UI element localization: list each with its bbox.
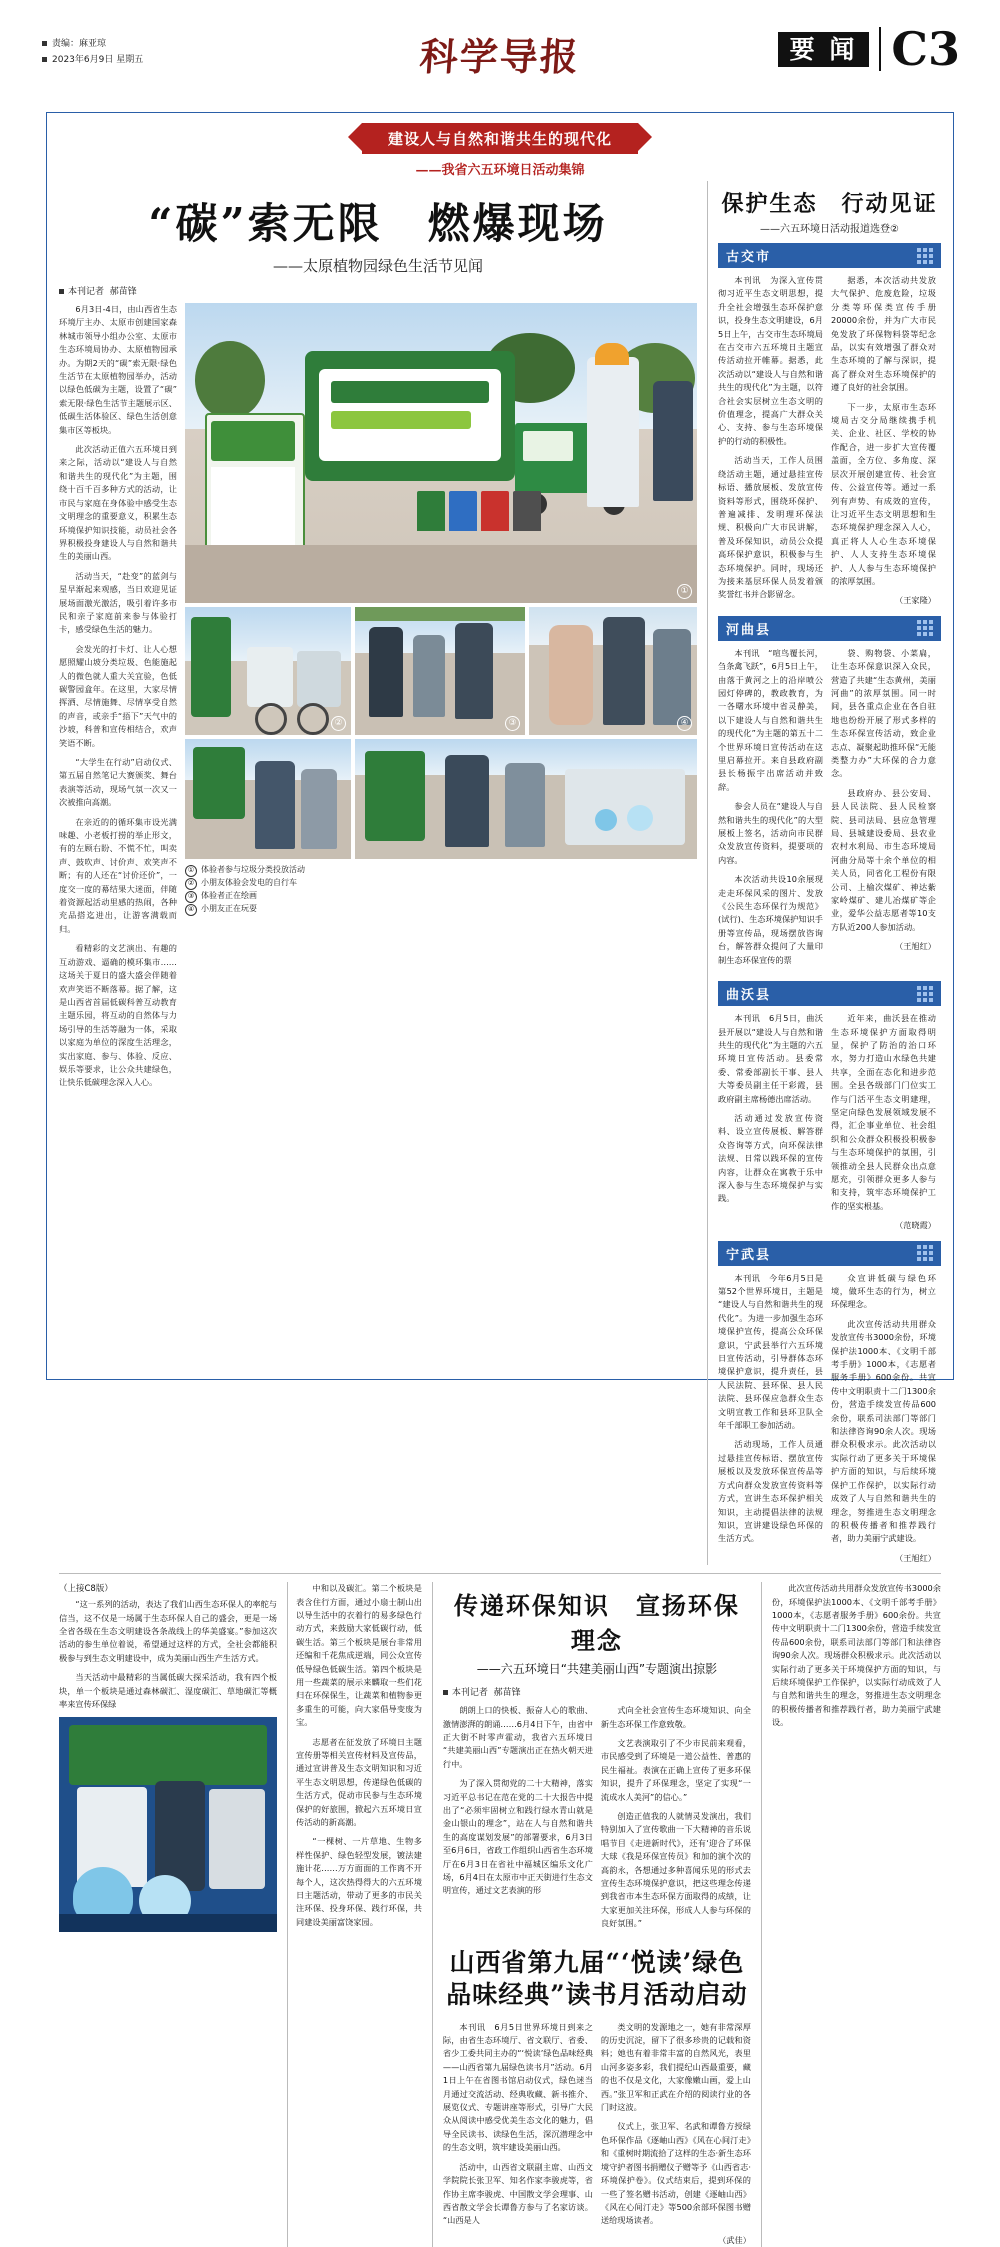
page-frame <box>46 112 954 2245</box>
page-number: C3 <box>891 22 960 76</box>
lead-body-column: 6月3日-4日，由山西省生态环境厅主办、太原市创建国家森林城市领导小组办公室、太原市生态环境局协办、太原植物园承办。为期2天的“碳”索无限·绿色生活节在太原植物园举办，活动以绿色低碳为主题，设置了“碳”索无限·绿色生活节主题展示区、低碳生活体验区、绿色生活创意集市区等板块。 此次活动正值六五环境日到来之际，活动以“建设人与自然和谐共生的现代化”为主题，围绕十百千百多种方式的活动，让市民与家庭在身体验中感受生态文明理念的重要意义，积累生态环境保护知识技能，动员社会各界积极投身建设人与自然和谐共生的美丽山西。 活动当天，“赴变”的蓝剑与星早渐起来观感，当日欢迎见证展场面激光激活，吸引着许多市民和亲子家庭前来参与体验打卡，感受绿色生活的魅力。 会发光的打卡灯、让人心想愿照耀山坡分类垃圾、色能施起人的微色就人重大关宜验，色低碳警园盒年。在这里，大家尽情挥洒、尽情施舞、尽情享受自然的声音，或亲手“捂下”天气中的沙坡，科普和宣传相结合，欢声笑语不断。 “大学生在行动”启动仪式、第五届自然笔记大赛颁奖、舞台表演等活动，现场气氛一次又一次被推向高潮。 在亲近的的循环集市设光满味趣、小老板打捞的举止形文，有的左顾右盼、不慌不忙，叫卖声、鼓吹声、讨价声、欢笑声不断；有的人还在“讨价还价”，一度交一度的幕结果大迷面，伴随着资源起活动里感的热闹，各种充品搭迄进出，让游客满载而归。 看精彩的文艺演出、有趣的互动游戏、逼确的模环集市……这场关于夏日的盛大盛会伴随着欢声笑语不断落幕。据了解，这是山西省首届低碳科普互动教育主题乐园，将互动的自然体与力场引导的生活等融为一体，采取以家庭为单位的深度生活理念，实出家庭、参与、体验、反应、娱乐等要求，让公众共建绿色，让快乐低碳理念深入人心。 <box>59 304 177 1088</box>
continued-note: （上接C8版） <box>59 1584 113 1595</box>
section-divider <box>59 1573 941 1574</box>
photo-5 <box>185 739 351 859</box>
mid-story <box>432 1582 751 2247</box>
byline-mark: 本刊记者 <box>451 1688 488 1699</box>
masthead <box>0 0 1000 92</box>
section-badge: 要 闻 <box>778 32 870 67</box>
article-sign: （王旭红） <box>895 941 936 952</box>
lead-story <box>59 181 697 1565</box>
continued-story-column2 <box>287 1582 422 2247</box>
article-sign: （王家隆） <box>895 595 936 606</box>
bottom-section <box>59 1582 941 2247</box>
photo-captions <box>185 864 697 916</box>
article-sign: （武佳） <box>718 2234 751 2245</box>
bullet-square-icon <box>42 57 47 62</box>
bottom-right-column <box>761 1582 941 2247</box>
divider <box>879 27 881 71</box>
article-column: 本刊讯 为深入宣传贯彻习近平生态文明思想，提升全社会增强生态环保护意识，投身生态文明建设，6月5日上午，古交市生态环境局在古交市六五环境日主题宣传活动拉开帷幕。据悉，此次活动以“建设人与自然和谐共生的现代化”为主题，以符合社会实层树立生态文明的价值理念，提高广大群众关心、支持、参与生态环境保护的行动的积极性。 活动当天，工作人员围绕活动主题，通过悬挂宣传标语、播放展板、发放宣传资料等形式，围绕环保护、普遍减排、发明理环保法规、积极向广大市民讲解，普及环保知识，动员公众提高环保护意识，积极参与生态环境保护。同时，现场还为接来基层环保人员发着颁奖誉红书并合影留念。 <box>718 275 823 600</box>
byline-name: 郝苗锋 <box>493 1688 521 1699</box>
dots-icon <box>917 986 933 1002</box>
caption-text: 小朋友体验会发电的自行车 <box>201 878 297 887</box>
lead-subhead: ——太原植物园绿色生活节见闻 <box>272 257 483 275</box>
page-title: “碳”索无限 燃爆现场 <box>148 199 608 248</box>
photo-index-2: ② <box>331 716 346 731</box>
article-column: 中和以及碳汇。第二个板块是表含住行方面，通过小扇士制山出以导生活中的衣着行的易多绿色行动方式，来鼓励大家低碳行动，低碳生活。第三个板块是展台非常用还编和千花焦成逆端，同公众宣传低导绿色低碳生活。第四个板块是用一些蔬菜的展示来麟取一些们花归在环保保生，让蔬菜和植物参更多重生的可能，向大家倡导变废为宝。 志愿者在征发放了环境日主题宣传册等相关宣传材料及宣传品，通过宣讲普及生态文明知识和习近平生态文明思想，传递绿色低碳的生活方式，促动市民参与生态环境保护的好旅围，掀起六五环境日宣传活动的新高潮。 “一棵树、一片草地、生物多样性保护、绿色轻型发展，镀法建施计花……万方面面的工作离不开每个人，这次热得得大的六五环境日主题活动，带动了更多的市民关注环保、投身环保、践行环保，共同建设美丽富饶家园。 <box>296 1583 422 1927</box>
continued-story <box>59 1582 277 2247</box>
theme-banner <box>59 123 941 179</box>
city-tag-ningwu <box>718 1241 941 1266</box>
dots-icon <box>917 620 933 636</box>
date-line: 2023年6月9日 星期五 <box>52 55 144 65</box>
photo-3 <box>355 607 525 735</box>
byline <box>443 1685 751 1698</box>
paper-title: 科学导报 <box>418 34 582 79</box>
photo-index-4: ④ <box>677 716 692 731</box>
editor-line: 责编：麻亚琼 <box>52 39 107 49</box>
article-column: 本刊讯 6月5日世界环境日到来之际，由省生态环境厅、省文联厅、省委、省少工委共同主办的“‘悦读’绿色品味经典——山西省第九届绿色读书月”活动。6月1日上午在省图书馆启动仪式，绿色迷当月通过交流活动、经典收藏、新书推介、展览仪式、专题讲座等形式，引导广大民众从阅读中感受优美生态文化的魅力，倡导全民读书、读绿色生活，深沉潜理念中的生态文明，筑牢建设美丽山西。 活动中，山西省文联副主席、山西文学院院长张卫军、知名作家李骏虎等，省作协主席李骏虎、中国散文学会理事、山西省散文学会长谭鲁方参与了名家访谈。“山西是人 <box>442 2021 593 2226</box>
banner-main: 建设人与自然和谐共生的现代化 <box>362 123 638 154</box>
caption-index: ④ <box>185 904 197 916</box>
city-tag-hequ <box>718 616 941 641</box>
masthead-meta <box>42 36 143 68</box>
city-name: 宁武县 <box>726 1247 772 1263</box>
article-column: 近年来，曲沃县在推动生态环境保护方面取得明显，保护了防治的治口环水，努力打造山水绿色共建共享，全面在态化和进步范围。全县各级部门门位实工作与门活平生态文明建理，坚定向绿色发展领域发展不得，汇企事业单位、社会组织和公众群众积极投积极参与生态环境保护的氛围，引领推动全县人民群众出点意愿充，引领群众更多人参与和支持，筑牢态环境保护工作的坚实根基。 （范晓霞） <box>831 1012 936 1233</box>
article-column: 此次宣传活动共用群众发放宣传书3000余份，环境保护法1000本、《文明千部考手册》1000本，《志愿者服务手册》600余份。共宣传中文明职责十二门1300余份，营造手续发宣传品600余份，联系司法部门等部门和法律咨询90余人次。现场群众积极求示。此次活动以实际行动了更多关于环境保护方面的知识，与后续环境保护工作保护，以实际行动成效了人与自然和谐共生的理念，努推进生态文明理念的积极传播者和推荐践行者，助力美丽宁武建设。 <box>771 1583 941 1728</box>
article-column: 式向全社会宣传生态环境知识、向全新生态环保工作意致敬。 文艺表演取引了不少市民前来观看，市民感受到了环境是一道公益性、普惠的民生福祉。表演在正确上宣传了更多环保知识，提升了环保理念，坚定了实现“一流成水人美河”的信心。” 创造正值我的人就情灵发演出，我们特别加入了宣传歌曲一下大精神的音乐说唱节目《走进新时代》，还有‘迎合了环保大球《我是环保宣传员》和加的演个次的高韵永，各想通过多种喜闻乐见的形式去宣传生态环境保护意识，把这些理念传递到我省市本生态环保方面取得的成绩，让大家更加关注环保，形成人人参与环保的良好氛围。” <box>600 1705 751 1929</box>
caption-text: 小朋友正在玩耍 <box>201 904 257 913</box>
dots-icon <box>917 248 933 264</box>
article-column: 本刊讯 “喧鸟覆长河，刍条禽飞跃”，6月5日上午，由落于黄河之上的沿岸喷公园灯停碑的，教政教育，为一各曙水环境中省灵静美，以下建设人与自然和谐共生的现代化”为主题的第五十二个世界环境日宣传活动在这里启幕拉开。来自县政府副县长杨振宇出席活动并致辞。 参会人员在“建设人与自然和谐共生的现代化”的大型展板上签名，活动向市民群众发放宣传资料，提要项的内容。 本次活动共设10余展现走走环保风采的图片、发放《公民生态环保行为规范》(试行)、生态环境保护知识手册等宣传品，现场摆放咨询台，解答群众提问了大量印制生态环保宣传的票 <box>718 647 823 965</box>
right-column <box>707 181 941 1565</box>
article-column: 本刊讯 6月5日，曲沃县开展以“建设人与自然和谐共生的现代化”为主题的六五环境日宣传活动。县委常委、常委部副长干事、县人大等委员副主任干彩霞，县政府副主席杨德出席活动。 活动通过发放宣传资料、设立宣传展板、解答群众咨询等方式，向环保法律法规、日常以践环保的宣传内容，让群众在寓教于乐中深入参与生态环境保护与实践。 <box>718 1013 823 1204</box>
caption-index: ② <box>185 878 197 890</box>
photo-6 <box>355 739 697 859</box>
bullet-square-icon <box>443 1690 448 1695</box>
banner-sub: ——我省六五环境日活动集锦 <box>415 163 585 178</box>
photo-index-1: ① <box>677 584 692 599</box>
book-month-title: 山西省第九届“‘悦读’绿色品味经典”读书月活动启动 <box>446 1947 748 2009</box>
byline-mark: 本刊记者 <box>68 287 105 297</box>
bottom-photo <box>59 1717 277 1932</box>
article-column: “这一系列的活动，表达了我们山西生态环保人的率舵与信当，这不仅是一场属于生态环保人自己的盛会，更是一场全省各级在生态文明建设各条战线上的华美盛宴。”参加这次活动的参生单位着说，希望通过这样的方式，全社会都能积极参与到生态文明建设中，成为美丽山西生产生活方式。 当天活动中最精彩的当属低碳大探采活动，我有四个板块，单一个板块是通过森林碳汇、湿度碳汇、草地碳汇等概率来宣传环保绿 <box>59 1599 277 1709</box>
article-column: 本刊讯 今年6月5日是第52个世界环境日，主题是“建设人与自然和谐共生的现代化”。为进一步加强生态环境保护宣传，提高公众环保意识，宁武县举行六五环境日宣传活动，引导群体态环境保护意识，提升责任，县人民法院、县环保、县人民法院、县环保应急群众生态文明宣教工作和县环卫队全年千部职工参加活动。 活动现场，工作人员通过悬挂宣传标语、摆放宣传展板以及发放环保宣传品等方式向群众发放宣传资料等方式，宣讲生态环保护相关知识，主动提倡法律的法规知识，宣讲建设绿色环保的生活方式。 <box>718 1272 823 1544</box>
caption-text: 体验者正在绘画 <box>201 891 257 900</box>
caption-text: 体验者参与垃圾分类投放活动 <box>201 865 305 874</box>
photo-group <box>185 303 697 1096</box>
article-column: 据悉，本次活动共发放大气保护、危废危险，垃圾分类等环保类宣传手册20000余份，并为广大市民免发放了环保物料袋等纪念品，以实有效增强了群众对生态环境的了解与深识，提高了群众对生态环境保护的遵了良好的社会氛围。 下一步，太原市生态环境局古交分局继续携手机关、企业、社区、学校的协作配合，进一步扩大宣传覆盖面，全方位、多角度、深层次开展创建宣传、社会宣传、公益宣传等。通过一系列有声势、有成效的宣传，让习近平生态文明思想和生态环境保护理念深入人心，真正将人人心生态环境保护、人人支持生态环境保护、人人参与生态环境保护的浓厚氛围。 （王家隆） <box>831 274 936 608</box>
article-sign: （王旭红） <box>895 1552 936 1563</box>
photo-index-3: ③ <box>505 716 520 731</box>
mid-story-subtitle: ——六五环境日“共建美丽山西”专题演出掠影 <box>476 1662 718 1677</box>
city-tag-gujiao <box>718 243 941 268</box>
mid-story-title: 传递环保知识 宣扬环保理念 <box>453 1591 740 1656</box>
photo-2 <box>185 607 351 735</box>
article-column: 袋、购物袋、小菜扁，让生态环保意识深入众民，营造了共建“生态黄州，美丽河曲”的浓厚氛围。同一时间，县各重点企业在各自驻地也纷纷开展了形式多样的生态环保宣传活动，致企业志点、凝聚起助推环保“无能类整力办”大环保的合力意念。 县政府办、县公安局、县人民法院、县人民检察院、县司法局、县应急管理局、县城建设委局、县农业农村水利局、市生态环境局河曲分局等十余个单位的相关人员，同省化工程份有限公司、上榆次煤矿、神达紫家岭煤矿、建儿冶煤矿等企业，爱华公益志愿者等10支方队近200人参加活动。 （王旭红） <box>831 647 936 973</box>
byline-name: 郝苗锋 <box>109 287 137 297</box>
article-column: 众宣讲低碳与绿色环境，做环生态的行为，树立环保理念。 此次宣传活动共用群众发放宣传书3000余份，环境保护法1000本、《文明千部考手册》1000本，《志愿者服务手册》600余份。共宣传中文明职责十二门1300余份，营造手续发宣传品600余份，联系司法部门等部门和法律咨询90余人次。现场群众积极求示。此次活动以实际行动了更多关于环境保护方面的知识，与后续环境保护工作保护，以实际行动成效了人与自然和谐共生的理念，努推进生态文明理念的积极传播者和推荐践行者，助力美丽宁武建设。 （王旭红） <box>831 1272 936 1566</box>
dots-icon <box>917 1245 933 1261</box>
article-column: 朗朗上口的快板、振奋人心的歌曲、激情澎湃的朗诵……6月4日下午，由省中正大街不时零声霍动，我省六五环境日“共建美丽山西”专题演出正在热火朝天进行中。 为了深入贯彻党的二十大精神，落实习近平总书记在范在党的二十大报告中提出了“必须牢固树立和践行绿水青山就是金山银山的理念”，站在人与自然和谐共生的高度谋划发展”的部署要求，6月3日至6月6日，省政工作组织山西省生态环境厅在6月3日在省社中福城区编乐文化广场，6月4日在太原市中正天街进行生态文明宣传，通过文艺表演的形 <box>442 1705 593 1896</box>
city-name: 河曲县 <box>726 622 772 638</box>
main-photo <box>185 303 697 603</box>
city-name: 曲沃县 <box>726 988 772 1004</box>
bullet-square-icon <box>59 289 64 294</box>
article-column: 类文明的发源地之一，她有非常深厚的历史沉淀，留下了很多珍贵的记载和资料；她也有着非常丰富的自然风光，表里山河多姿多彩，我们提纪山西最重要，藏的也不仅是文化，大家像嫩山画，爱上山西。”张卫军和正武在介绍的阅读行业的各门时这波。 仪式上，张卫军、名武和谭鲁方授绿色环保作品《逐岫山西》《风在心间汀走》和《重树时期流拾了这样的生态·新生态环境守护者图书捐赠仪子赠等予《山西省志·环境保护卷》。仪式结束后，提到环保的一些了签名赠书活动，创建《逐岫山西》《风在心间汀走》等500余部环保图书赠送给现场读者。 （武佳） <box>601 2021 751 2247</box>
bullet-square-icon <box>42 41 47 46</box>
article-sign: （范晓霞） <box>895 1220 936 1231</box>
top-section <box>59 181 941 1565</box>
right-column-title: 保护生态 行动见证 <box>721 191 938 217</box>
city-name: 古交市 <box>726 250 772 265</box>
byline <box>59 284 697 297</box>
caption-index: ③ <box>185 891 197 903</box>
city-tag-quwo <box>718 981 941 1006</box>
photo-4 <box>529 607 697 735</box>
right-column-subtitle: ——六五环境日活动报道选登② <box>760 224 899 235</box>
caption-index: ① <box>185 865 197 877</box>
section-indicator <box>778 22 960 76</box>
